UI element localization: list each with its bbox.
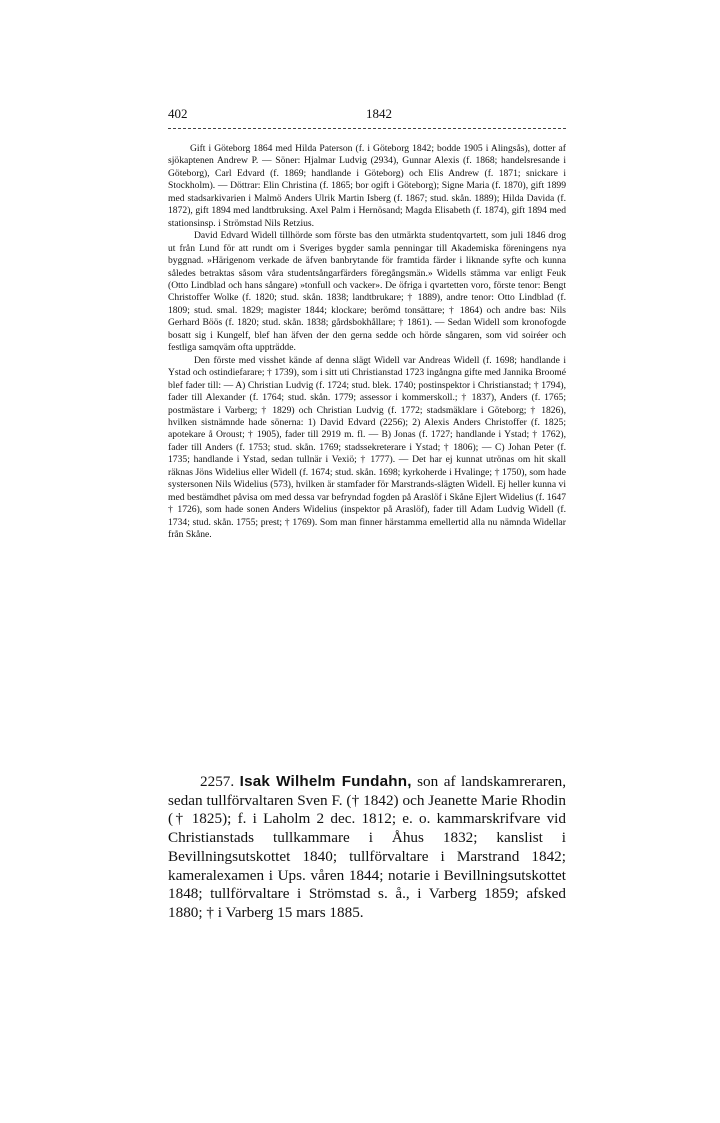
header-rule (168, 128, 566, 129)
page-number: 402 (168, 106, 188, 121)
entry-2257 (168, 773, 566, 923)
paragraph-quartet: David Edvard Widell tillhörde som förste bas den utmärkta studentqvartett, som juli 1846 drog ut från Lund för att rundt om i Sveriges bygder samla penningar till Akademiska föreningens nya byggnad. »Härigenom verkade de äfven banbrytande för framtida färder i liknande syfte och kunna således betraktas såsom våra studentsångarfärders föregångsmän.» Widells stämma var enligt Feuk (Otto Lindblad och hans sångare) »tonfull och vacker». De öfriga i qvartetten voro, förste tenor: Bengt Christoffer Wolke (f. 1820; stud. skån. 1838; landtbrukare; † 1889), andre tenor: Otto Lindblad (f. 1809; stud. smal. 1829; magister 1844; klockare; berömd tonsättare; † 1864) och andre bas: Nils Gerhard Böös (f. 1820; stud. skån. 1838; gårdsbokhållare; † 1861). — Sedan Widell som kronofogde bosatt sig i Kungelf, blef han äfven der den gerna sedde och hörde sångaren, som vid soiréer och festliga samqväm ofta uppträdde. (168, 230, 566, 354)
paragraph-genealogy: Den förste med visshet kände af denna slägt Widell var Andreas Widell (f. 1698; handlande i Ystad och ostindiefarare; † 1739), som i sitt uti Christianstad 1723 ingångna gifte med Jannika Broomé blef fader till: — A) Christian Ludvig (f. 1724; stud. blek. 1740; postinspektor i Christianstad; † 1794), fader till Alexander (f. 1764; stud. skån. 1779; assessor i kommerskoll.; † 1837), Anders (f. 1765; postmästare i Varberg; † 1829) och Christian Ludvig (f. 1772; stadsmäklare i Göteborg; † 1826), hvilken sistnämnde hade sönerna: 1) David Edvard (2256); 2) Alexis Anders Christoffer (f. 1825; apotekare å Oroust; † 1905), fader till 2919 m. fl. — B) Jonas (f. 1727; handlande i Ystad; † 1762), fader till Anders (f. 1753; stud. skån. 1769; stadssekreterare i Ystad; † 1806); — C) Johan Peter (f. 1735; handlande i Ystad, sedan tullnär i Vexiö; † 1777). — Det har ej kunnat utrönas om hit skall räknas Jöns Widelius eller Widell (f. 1674; stud. skån. 1698; kyrkoherde i Hvalinge; † 1750), som hade systersonen Nils Widelius (573), hvilken är stamfader för Marstrands-slägten Widell. Ej heller kunna vi med bestämdhet påvisa om med dessa var befryndad fogden på Araslöf i Skåne Ejlert Widelius (f. 1647 † 1726), som hade sonen Anders Widelius (inspektor på Araslöf), fader till Adam Ludvig Widell (f. 1734; stud. skån. 1755; prest; † 1769). Som man finner härstamma emellertid alla nu nämnda Widellar från Skåne. (168, 354, 566, 541)
entry-number: 2257. (200, 773, 235, 790)
entry-biography: son af landskamreraren, sedan tullförvaltaren Sven F. († 1842) och Jeanette Marie Rhodin († 1825); f. i Laholm 2 dec. 1812; e. o. kammarskrifvare vid Christianstads tullkammare i Åhus 1832; kanslist i Bevillningsutskottet 1840; tullförvaltare i Marstrand 1842; kameralexamen i Ups. våren 1844; notarie i Bevillningsutskottet 1848; tullförvaltare i Strömstad s. å., i Varberg 1859; afsked 1880; † i Varberg 15 mars 1885. (168, 773, 566, 921)
entry-person-name: Isak Wilhelm Fundahn, (239, 773, 412, 790)
previous-entry-text (168, 143, 566, 542)
page-year: 1842 (366, 106, 392, 121)
paragraph-marriage-children: Gift i Göteborg 1864 med Hilda Paterson (f. i Göteborg 1842; bodde 1905 i Alingsås), dotter af sjökaptenen Andrew P. — Söner: Hjalmar Ludvig (2934), Gunnar Alexis (f. 1868; handelsresande i Göteborg), Carl Edvard (f. 1869; handlande i Göteborg) och Elis Andrew (f. 1871; snickare i Stockholm). — Döttrar: Elin Christina (f. 1865; bor ogift i Göteborg); Signe Maria (f. 1870), gift 1899 med stadsarkivarien i Malmö Anders Ulrik Martin Isberg (f. 1867; stud. skån. 1889); Hilda Davida (f. 1872), gift 1894 med landtbruksing. Axel Palm i Hernösand; Magda Elisabeth (f. 1874), gift 1894 med stationsinsp. i Strömstad Nils Retzius. (168, 143, 566, 229)
entry-2257-paragraph (168, 773, 566, 923)
page-header (168, 106, 566, 124)
